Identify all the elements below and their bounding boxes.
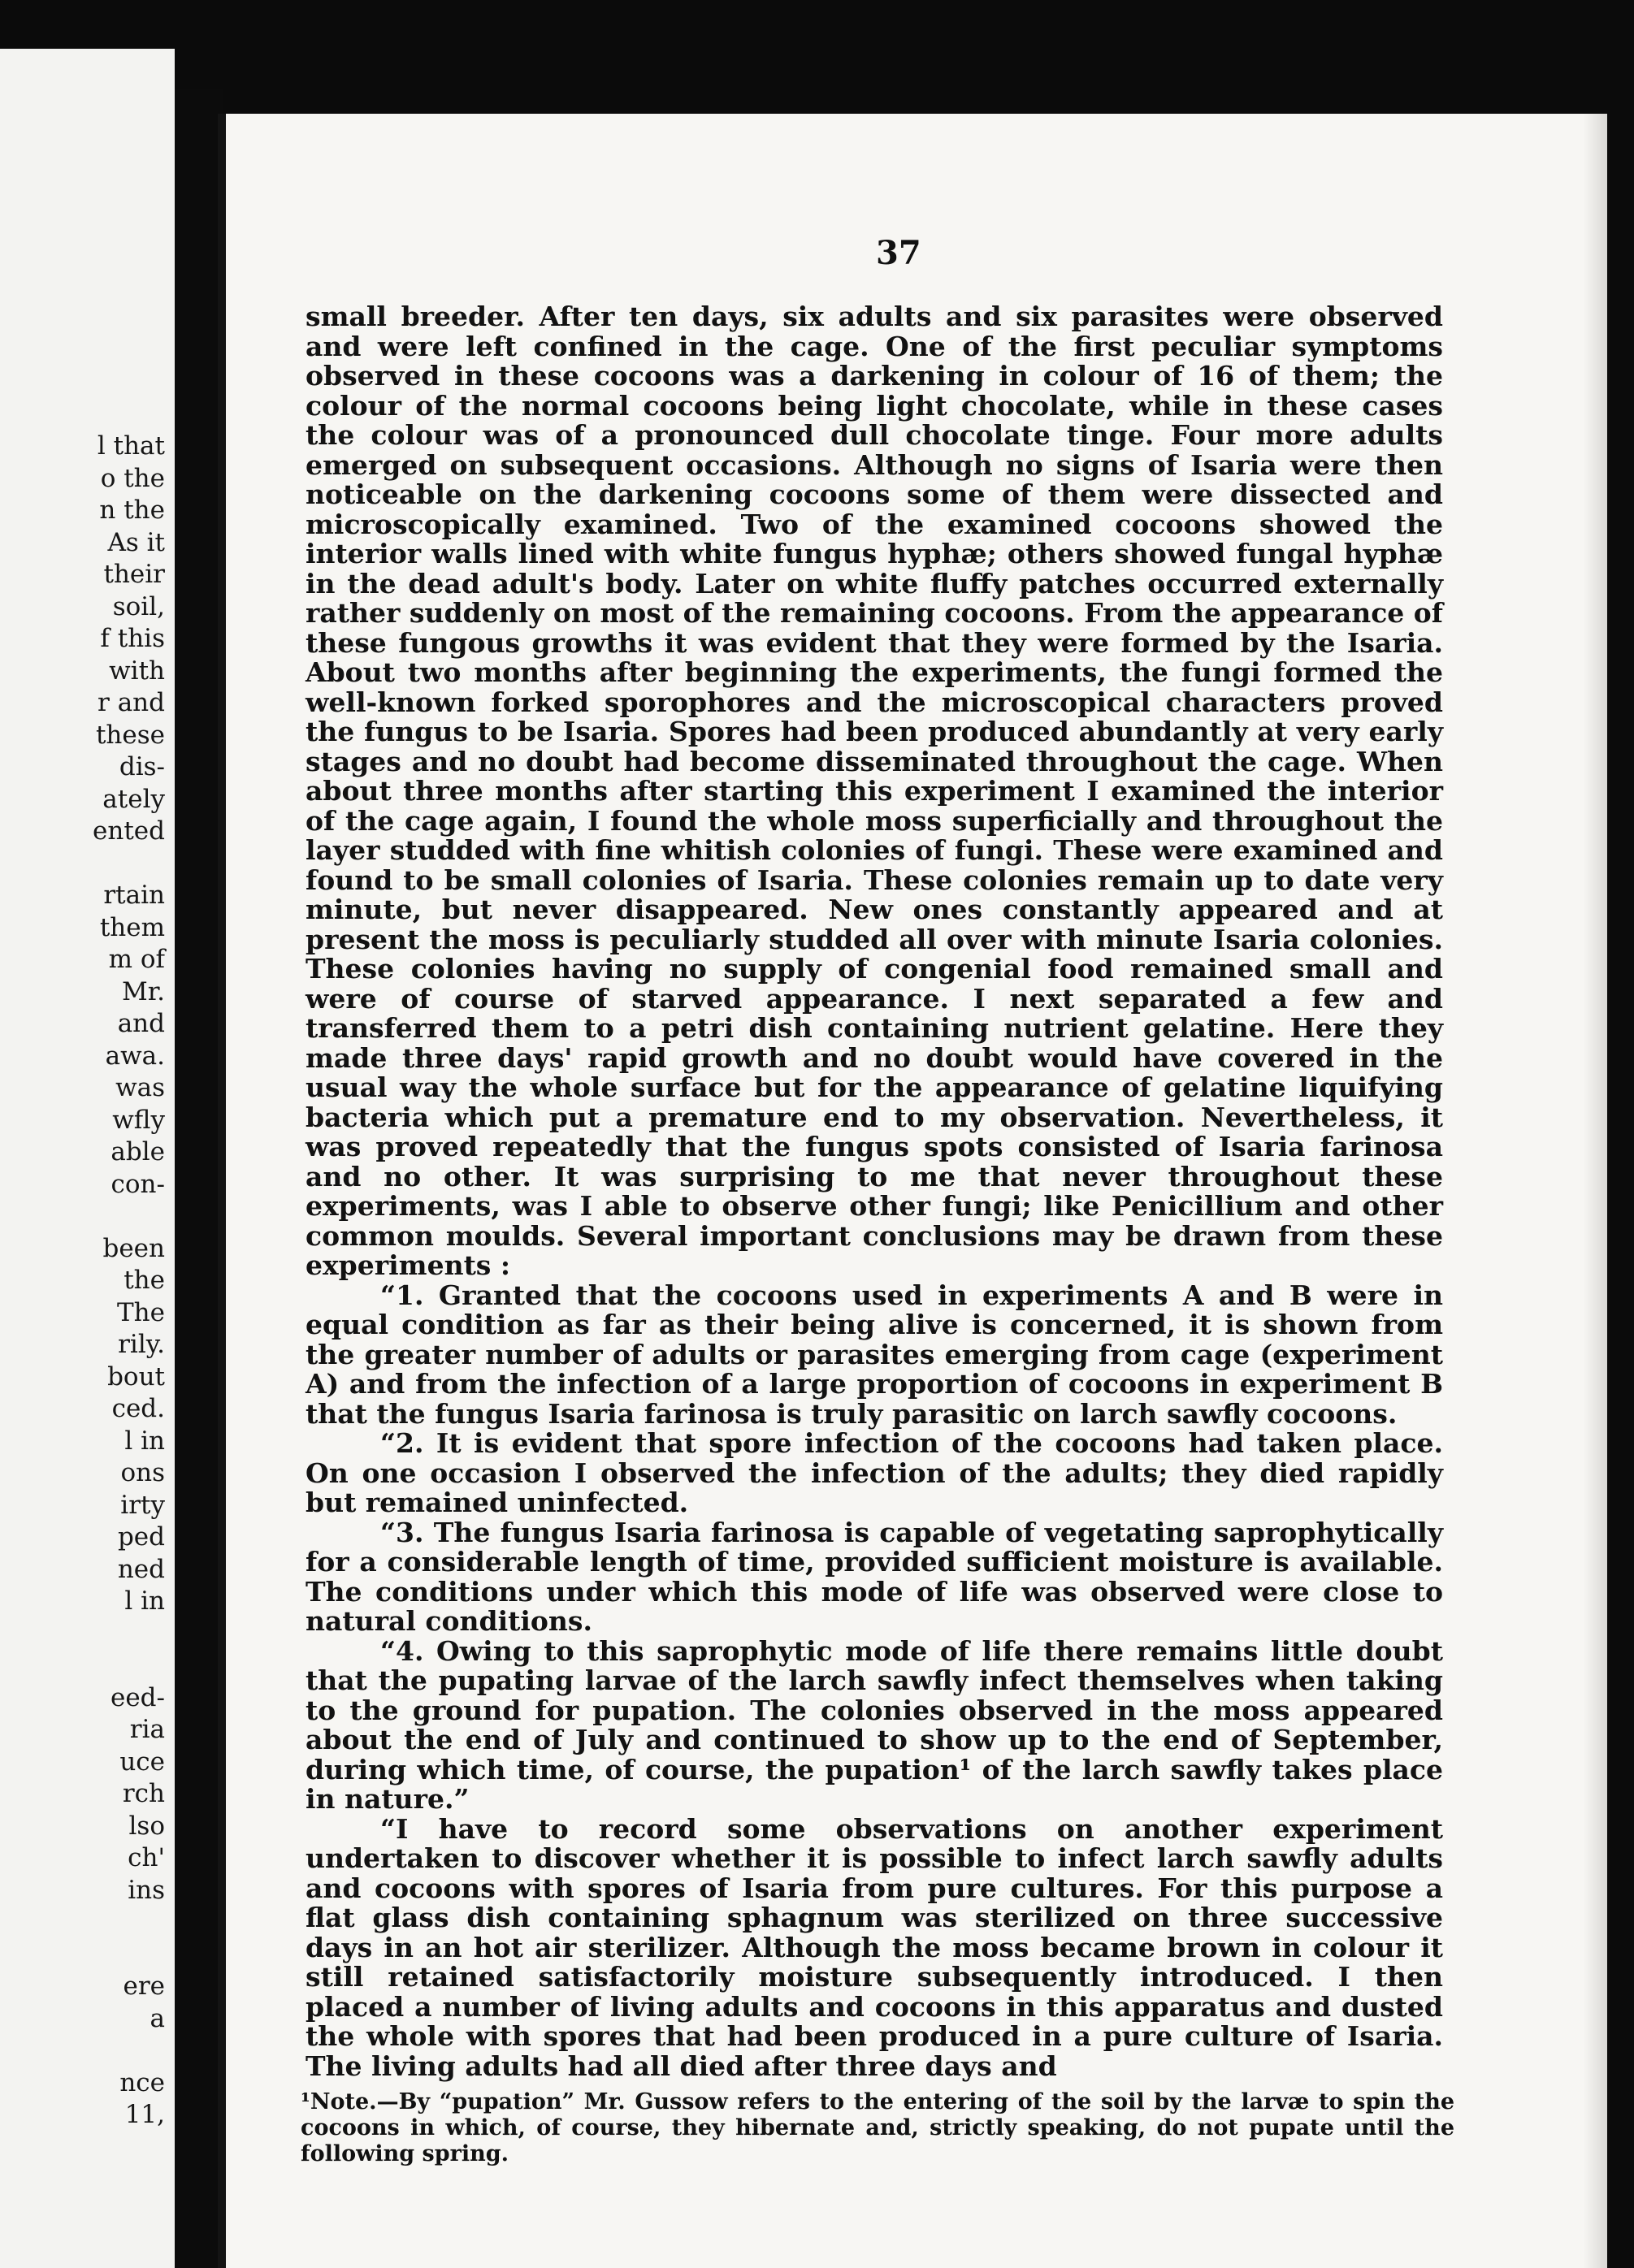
left-page-text-fragment: ins bbox=[128, 1875, 165, 1905]
left-page-text-fragment: ch' bbox=[128, 1843, 165, 1872]
left-page-text-fragment: 11, bbox=[124, 2100, 165, 2129]
paragraph: “1. Granted that the cocoons used in experiments A and B were in equal condition as far as their being alive is concerned, it is shown from the greater number of adults or parasites emerging from cage (experiment A) and from the infection of a large proportion of cocoons in experiment B that the fungus Isaria farinosa is truly parasitic on larch sawfly cocoons. bbox=[306, 1279, 1443, 1430]
left-page-text-fragment: nce bbox=[119, 2067, 165, 2097]
left-page-text-fragment: awa. bbox=[105, 1041, 165, 1071]
left-page-text-fragment: ented bbox=[93, 816, 165, 846]
paragraph: “2. It is evident that spore infection of the cocoons had taken place. On one occasion I observed the infection of the adults; they died rapidly but remained uninfected. bbox=[306, 1427, 1443, 1518]
left-page-text-fragment: con- bbox=[111, 1169, 165, 1199]
left-page-text-fragment: rtain bbox=[103, 881, 165, 910]
right-page bbox=[218, 114, 1607, 2268]
footnote: ¹Note.—By “pupation” Mr. Gussow refers to the entering of the soil by the larvæ to spin the cocoons in which, of course, they hibernate and, strictly speaking, do not pupate until the following spring. bbox=[301, 2089, 1454, 2166]
left-page-text-fragment: lso bbox=[128, 1811, 165, 1841]
left-page-text-fragment: was bbox=[115, 1073, 165, 1102]
left-page-text-fragment: wfly bbox=[112, 1105, 165, 1135]
paragraph: “4. Owing to this saprophytic mode of life there remains little doubt that the pupating larvae of the larch sawfly infect themselves when taking to the ground for pupation. The colonies observed in the moss appeared about the end of July and continued to show up to the end of September, during which time, of course, the pupation¹ of the larch sawfly takes place in nature.” bbox=[306, 1634, 1443, 1815]
left-page-text-fragment: them bbox=[99, 912, 165, 942]
left-page-text-fragment: f this bbox=[100, 624, 165, 653]
left-page-text-fragment: and bbox=[117, 1009, 165, 1038]
left-page-text-fragment: the bbox=[124, 1266, 165, 1295]
left-page-text-fragment: ons bbox=[120, 1458, 165, 1487]
left-page-text-fragment: these bbox=[95, 720, 165, 750]
paragraph: “I have to record some observations on another experiment undertaken to discover whether it is possible to infect larch sawfly adults and cocoons with spores of Isaria from pure cultures. For this purpose a flat glass dish containing sphagnum was sterilized on three successive days in an hot air sterilizer. Although the moss became brown in colour it still retained satisfactorily moisture subsequently introduced. I then placed a number of living adults and cocoons in this apparatus and dusted the whole with spores that had been produced in a pure culture of Isaria. The living adults had all died after three days and bbox=[306, 1812, 1443, 2082]
left-page-text-fragment: ately bbox=[102, 784, 165, 814]
page-number: 37 bbox=[876, 234, 921, 272]
left-page-text-fragment: been bbox=[102, 1233, 165, 1263]
left-page-text-fragment: a bbox=[150, 2003, 165, 2033]
left-page-text-fragment: able bbox=[111, 1137, 165, 1166]
paragraph: small breeder. After ten days, six adults and six parasites were observed and were left confined in the cage. One of the first peculiar symptoms observed in these cocoons was a darkening in colour of 16 of them; the colour of the normal cocoons being light chocolate, while in these cases the colour was of a pronounced dull chocolate tinge. Four more adults emerged on subsequent occasions. Although no signs of Isaria were then noticeable on the darkening cocoons some of them were dissected and microscopically examined. Two of the examined cocoons showed the interior walls lined with white fungus hyphæ; others showed fungal hyphæ in the dead adult's body. Later on white fluffy patches occurred externally rather suddenly on most of the remaining cocoons. From the appearance of these fungous growths it was evident that they were formed by the Isaria. About two months after beginning the experiments, the fungi formed the well-known forked sporophores and the microscopical characters proved the fungus to be Isaria. Spores had been produced abundantly at very early stages and no doubt had become disseminated throughout the cage. When about three months after starting this experiment I examined the interior of the cage again, I found the whole moss superficially and throughout the layer studded with fine whitish colonies of fungi. These were examined and found to be small colonies of Isaria. These colonies remain up to date very minute, but never disappeared. New ones constantly appeared and at present the moss is peculiarly studded all over with minute Isaria colonies. These colonies having no supply of congenial food remained small and were of course of starved appearance. I next separated a few and transferred them to a petri dish containing nutrient gelatine. Here they made three days' rapid growth and no doubt would have covered in the usual way the whole surface but for the appearance of gelatine liquifying bacteria which put a premature end to my observation. Nevertheless, it was proved repeatedly that the fungus spots consisted of Isaria farinosa and no other. It was surprising to me that never throughout these experiments, was I able to observe other fungi; like Penicillium and other common moulds. Several important conclusions may be drawn from these experiments : bbox=[306, 301, 1443, 1281]
left-page-text-fragment: ped bbox=[117, 1522, 165, 1552]
paragraph: “3. The fungus Isaria farinosa is capable of vegetating saprophytically for a considerable length of time, provided sufficient moisture is available. The conditions under which this mode of life was observed were close to natural conditions. bbox=[306, 1516, 1443, 1637]
left-page-text-fragment: irty bbox=[120, 1490, 165, 1520]
left-page-text-fragment: ria bbox=[129, 1715, 165, 1744]
left-page-text-fragment: rily. bbox=[118, 1330, 165, 1359]
left-page-text-fragment: with bbox=[109, 656, 165, 686]
book-gutter bbox=[175, 89, 223, 2268]
left-page-text-fragment: ere bbox=[123, 1972, 165, 2001]
left-page-text-fragment: l in bbox=[124, 1586, 165, 1616]
left-page-text-fragment: ced. bbox=[111, 1394, 165, 1423]
left-page-text-fragment: dis- bbox=[119, 752, 165, 781]
left-page-text-fragment: bout bbox=[107, 1361, 165, 1392]
left-page-text-fragment: Mr. bbox=[121, 976, 165, 1006]
left-page-text-fragment: rch bbox=[122, 1779, 165, 1808]
left-page-text-fragment: n the bbox=[99, 496, 165, 525]
left-page-text-fragment: ned bbox=[117, 1554, 165, 1584]
left-page-text-fragment: The bbox=[117, 1297, 165, 1327]
left-page-text-fragment: l that bbox=[97, 431, 165, 461]
left-page-fragment bbox=[0, 49, 175, 2268]
left-page-text-fragment: uce bbox=[119, 1746, 165, 1777]
left-page-text-fragment: l in bbox=[124, 1426, 165, 1456]
left-page-text-fragment: As it bbox=[107, 527, 165, 557]
left-page-text-fragment: r and bbox=[98, 688, 165, 717]
left-page-text-fragment: soil, bbox=[112, 591, 165, 621]
body-text bbox=[306, 302, 1443, 2081]
left-page-text-fragment: o the bbox=[100, 463, 165, 493]
left-page-text-fragment: their bbox=[103, 560, 165, 589]
left-page-text-fragment: eed- bbox=[110, 1682, 165, 1712]
page-edge-shadow bbox=[1583, 114, 1607, 2268]
left-page-text-fragment: m of bbox=[108, 945, 165, 974]
